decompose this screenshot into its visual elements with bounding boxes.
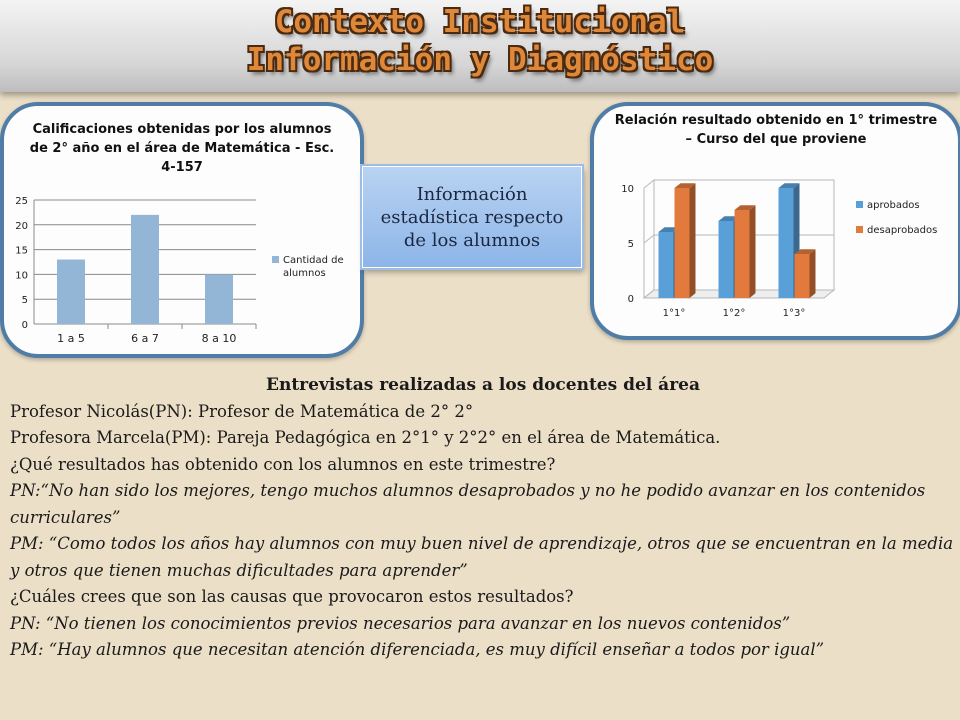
interview-lines [10, 399, 956, 664]
bar [795, 254, 810, 298]
y-tick-label: 20 [15, 220, 28, 232]
legend-swatch [856, 201, 863, 208]
legend-label: Cantidad de alumnos [283, 255, 344, 279]
info-box [362, 166, 582, 268]
bar-side [690, 183, 696, 298]
grades-chart-panel [0, 102, 364, 358]
title-line-2: Información y Diagnóstico [246, 42, 714, 78]
y-tick-label: 10 [621, 184, 634, 195]
title-line-1: Contexto Institucional [274, 4, 686, 40]
bar [659, 232, 674, 298]
y-tick-label: 5 [627, 239, 634, 250]
interview-line: Profesora Marcela(PM): Pareja Pedagógica en 2°1° y 2°2° en el área de Matemática. [10, 428, 721, 447]
x-tick-label: 1°3° [782, 308, 806, 319]
y-tick-label: 10 [15, 270, 28, 282]
interview-heading: Entrevistas realizadas a los docentes del área [266, 375, 700, 395]
x-tick-label: 1 a 5 [57, 332, 85, 345]
y-tick-label: 0 [627, 294, 634, 305]
interview-line: PM: “Como todos los años hay alumnos con muy buen nivel de aprendizaje, otros que se encuentran en la media y otros que tienen muchas dificultades para aprender” [10, 534, 954, 580]
gridline [644, 235, 654, 243]
results-bar-chart [594, 106, 958, 336]
interview-line: ¿Qué resultados has obtenido con los alumnos en este trimestre? [10, 454, 556, 474]
x-tick-label: 1°2° [722, 308, 746, 319]
legend-swatch [272, 256, 279, 263]
y-tick-label: 0 [21, 320, 28, 331]
bar [131, 215, 159, 324]
bar [735, 210, 750, 298]
legend-label: aprobados [867, 200, 920, 211]
bar [57, 260, 85, 324]
bar-side [750, 205, 756, 298]
x-tick-label: 8 a 10 [201, 332, 237, 345]
y-tick-label: 15 [15, 245, 28, 257]
x-tick-label: 1°1° [662, 308, 686, 319]
interview-line: PM: “Hay alumnos que necesitan atención diferenciada, es muy difícil enseñar a todos por igual” [10, 640, 825, 659]
grades-bar-chart [4, 106, 360, 354]
gridline [644, 180, 654, 188]
bar [205, 274, 233, 324]
interview-line: PN: “No tienen los conocimientos previos necesarios para avanzar en los nuevos contenidos” [10, 613, 791, 633]
x-tick-label: 6 a 7 [131, 332, 159, 345]
bar [675, 188, 690, 298]
chart-title: Relación resultado obtenido en 1° trimestre – Curso del que proviene [614, 113, 938, 147]
title-banner [0, 0, 960, 92]
y-tick-label: 5 [21, 295, 28, 307]
results-chart-panel [590, 102, 960, 340]
interview-line: Profesor Nicolás(PN): Profesor de Matemática de 2° 2° [10, 401, 474, 421]
chart-title: Calificaciones obtenidas por los alumnos de 2° año en el área de Matemática - Esc. 4-157 [29, 122, 335, 175]
y-tick-label: 25 [15, 196, 28, 207]
bar [719, 221, 734, 298]
bar-side [810, 249, 816, 298]
interview-line: PN:“No han sido los mejores, tengo muchos alumnos desaprobados y no he podido avanzar en los contenidos curriculares” [10, 481, 926, 527]
info-box-text: Información estadística respecto de los alumnos [380, 183, 564, 251]
legend-label: desaprobados [867, 225, 938, 236]
interview-section [10, 372, 956, 664]
interview-line: ¿Cuáles crees que son las causas que provocaron estos resultados? [10, 587, 574, 606]
bar [779, 188, 794, 298]
legend-swatch [856, 226, 863, 233]
